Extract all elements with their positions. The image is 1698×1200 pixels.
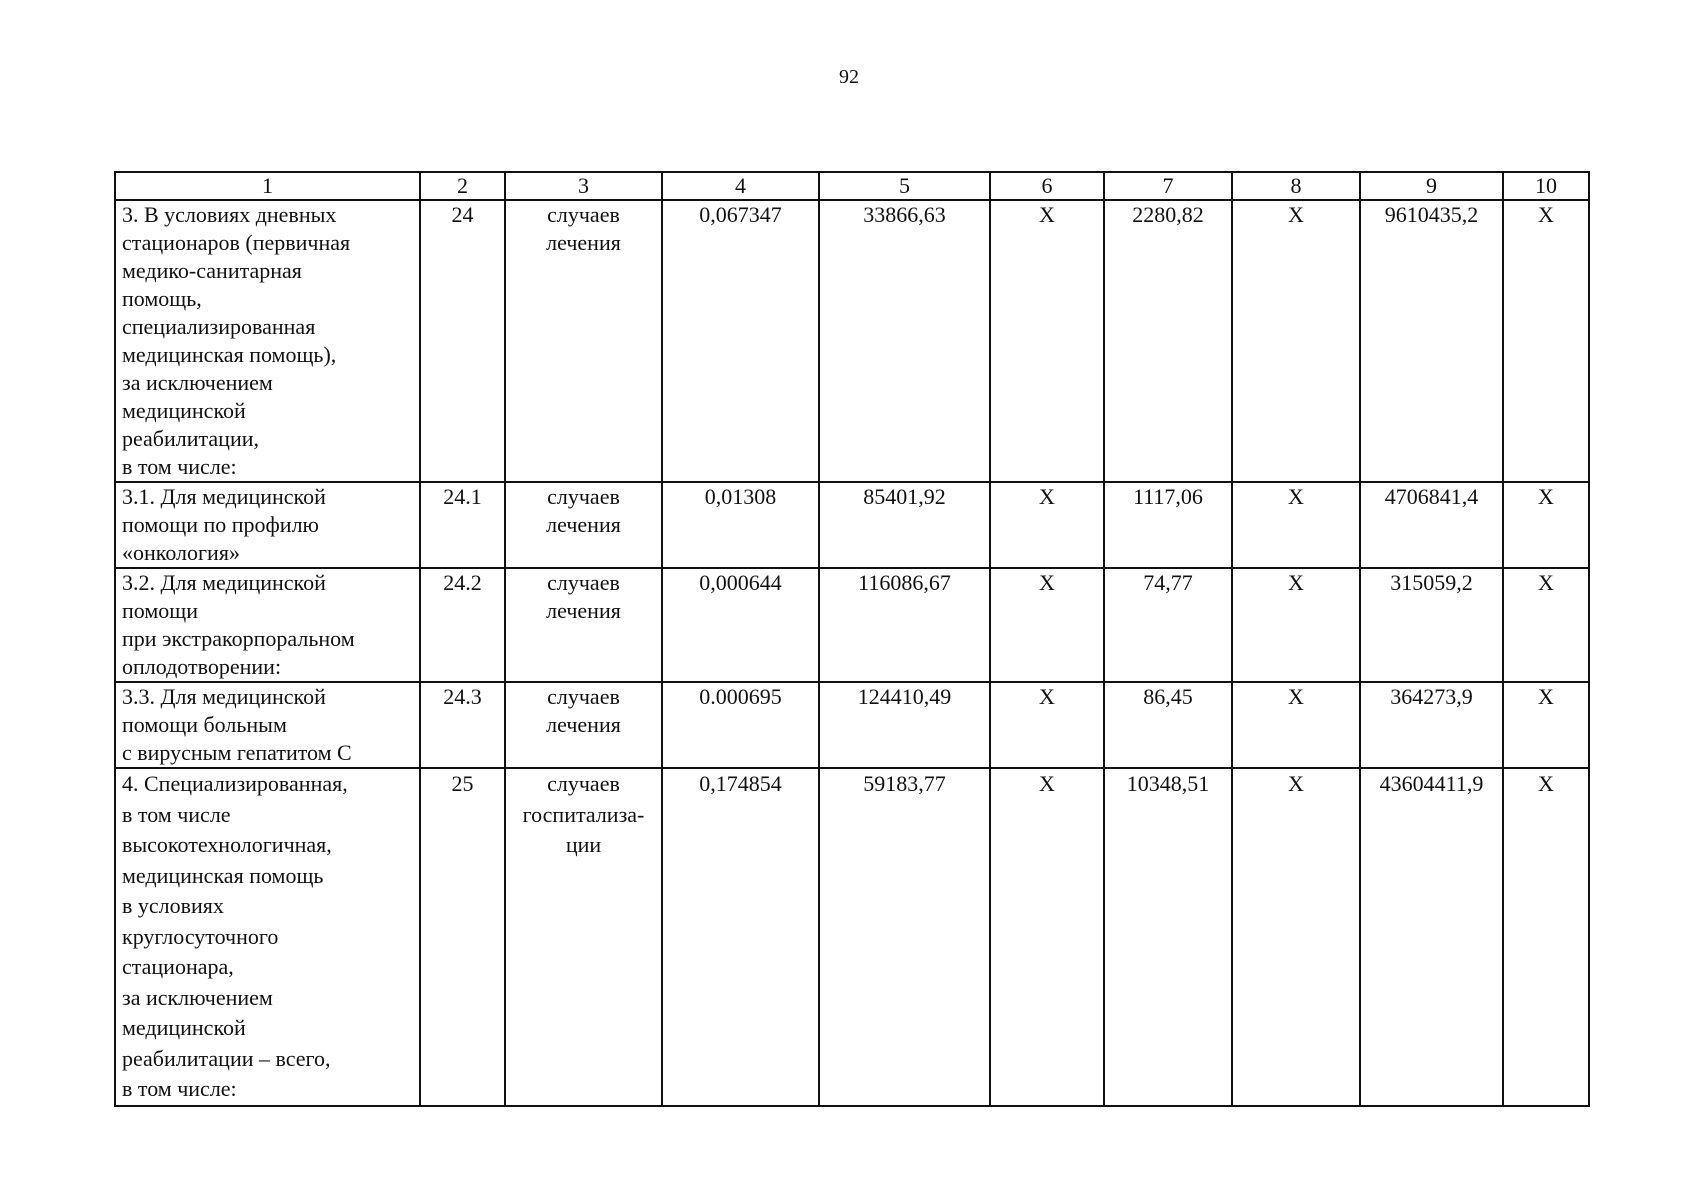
row-line-number: 24.1 xyxy=(420,482,505,568)
row-cost: 116086,67 xyxy=(819,568,990,682)
row-line-number: 24.2 xyxy=(420,568,505,682)
row-unit: случаев лечения xyxy=(505,568,662,682)
row-cost: 33866,63 xyxy=(819,200,990,482)
column-header: 7 xyxy=(1104,172,1232,200)
row-col6: Х xyxy=(990,200,1104,482)
row-norm: 0.000695 xyxy=(662,682,819,768)
row-name: 4. Специализированная, в том числе высокотехнологичная, медицинская помощь в условиях круглосуточного стационара, за исключением медицинской реабилитации – всего, в том числе: xyxy=(115,768,420,1106)
row-col9: 43604411,9 xyxy=(1360,768,1503,1106)
table-row xyxy=(115,200,1589,482)
row-col6: Х xyxy=(990,568,1104,682)
row-col7: 1117,06 xyxy=(1104,482,1232,568)
column-header: 3 xyxy=(505,172,662,200)
row-col9: 315059,2 xyxy=(1360,568,1503,682)
row-name: 3.1. Для медицинской помощи по профилю «онкология» xyxy=(115,482,420,568)
row-unit: случаев госпитализа- ции xyxy=(505,768,662,1106)
row-norm: 0,067347 xyxy=(662,200,819,482)
row-cost: 124410,49 xyxy=(819,682,990,768)
column-header: 9 xyxy=(1360,172,1503,200)
row-unit: случаев лечения xyxy=(505,682,662,768)
row-name: 3.2. Для медицинской помощи при экстракорпоральном оплодотворении: xyxy=(115,568,420,682)
table-row xyxy=(115,568,1589,682)
column-header: 1 xyxy=(115,172,420,200)
row-unit: случаев лечения xyxy=(505,200,662,482)
row-name: 3.3. Для медицинской помощи больным с вирусным гепатитом С xyxy=(115,682,420,768)
row-col7: 2280,82 xyxy=(1104,200,1232,482)
row-col10: Х xyxy=(1503,768,1589,1106)
column-header: 4 xyxy=(662,172,819,200)
row-norm: 0,000644 xyxy=(662,568,819,682)
row-col7: 86,45 xyxy=(1104,682,1232,768)
table-row xyxy=(115,682,1589,768)
row-col8: Х xyxy=(1232,482,1360,568)
row-col6: Х xyxy=(990,768,1104,1106)
column-header: 6 xyxy=(990,172,1104,200)
row-col6: Х xyxy=(990,682,1104,768)
row-unit: случаев лечения xyxy=(505,482,662,568)
row-line-number: 25 xyxy=(420,768,505,1106)
column-header: 10 xyxy=(1503,172,1589,200)
row-col6: Х xyxy=(990,482,1104,568)
row-name: 3. В условиях дневных стационаров (первичная медико-санитарная помощь, специализированная медицинская помощь), за исключением медицинской реабилитации, в том числе: xyxy=(115,200,420,482)
column-header: 5 xyxy=(819,172,990,200)
row-col10: Х xyxy=(1503,200,1589,482)
row-norm: 0,01308 xyxy=(662,482,819,568)
row-col9: 9610435,2 xyxy=(1360,200,1503,482)
row-col9: 364273,9 xyxy=(1360,682,1503,768)
table-row xyxy=(115,768,1589,1106)
row-line-number: 24.3 xyxy=(420,682,505,768)
column-header: 2 xyxy=(420,172,505,200)
row-col8: Х xyxy=(1232,200,1360,482)
data-table xyxy=(114,171,1590,1107)
row-cost: 85401,92 xyxy=(819,482,990,568)
row-col10: Х xyxy=(1503,568,1589,682)
table-row xyxy=(115,482,1589,568)
page-number: 92 xyxy=(839,66,859,88)
column-header: 8 xyxy=(1232,172,1360,200)
row-cost: 59183,77 xyxy=(819,768,990,1106)
row-col8: Х xyxy=(1232,568,1360,682)
table-header-row xyxy=(115,172,1589,200)
row-col10: Х xyxy=(1503,682,1589,768)
row-col7: 74,77 xyxy=(1104,568,1232,682)
row-line-number: 24 xyxy=(420,200,505,482)
row-col9: 4706841,4 xyxy=(1360,482,1503,568)
row-col8: Х xyxy=(1232,768,1360,1106)
row-col7: 10348,51 xyxy=(1104,768,1232,1106)
row-col10: Х xyxy=(1503,482,1589,568)
row-col8: Х xyxy=(1232,682,1360,768)
row-norm: 0,174854 xyxy=(662,768,819,1106)
